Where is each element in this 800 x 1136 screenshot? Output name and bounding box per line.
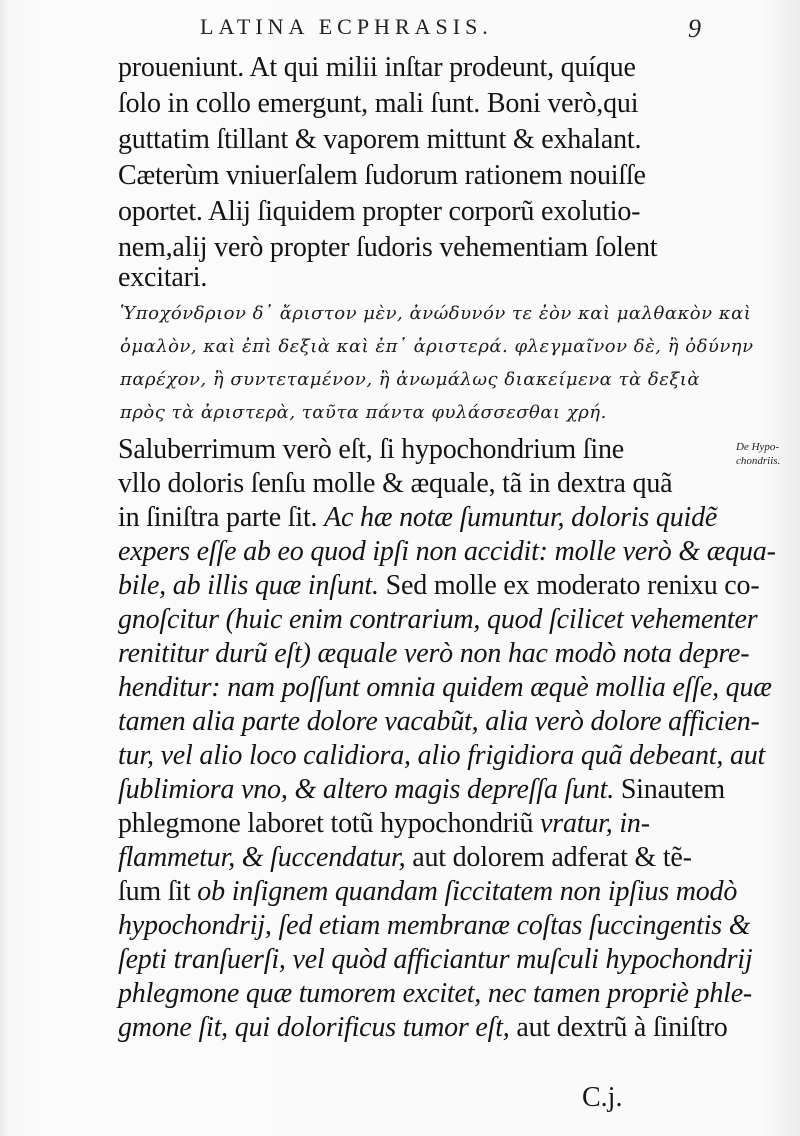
page-header: [0, 14, 800, 48]
text-line: gmone ſit, qui dolorificus tumor eſt, aut dextrũ à ſiniſtro: [118, 1012, 728, 1043]
text-line: gnoſcitur (huic enim contrarium, quod ſcilicet vehementer: [118, 604, 758, 635]
text-line: Saluberrimum verò eſt, ſi hypochondrium ſine: [118, 434, 624, 465]
margin-note-line: De Hypo-: [736, 441, 780, 453]
text-line: hypochondrij, ſed etiam membranæ coſtas ſuccingentis &: [118, 910, 751, 941]
text-line: ſepti tranſuerſi, vel quòd afficiantur muſculi hypochondrij: [118, 944, 753, 975]
greek-line: παρέχον, ἢ συντεταμένον, ἢ ἀνωμάλως διακείμενα τὰ δεξιὰ: [120, 369, 701, 390]
signature-mark: C.j.: [582, 1082, 623, 1113]
text-line: oportet. Alij ſiquidem propter corporũ exolutio-: [118, 196, 641, 227]
text-line: flammetur, & ſuccendatur, aut dolorem adferat & tẽ-: [118, 842, 692, 873]
text-line: in ſiniſtra parte ſit. Ac hæ notæ ſumuntur, doloris quidẽ: [118, 502, 718, 533]
text-line: expers eſſe ab eo quod ipſi non accidit: molle verò & æqua-: [118, 536, 776, 567]
text-line: henditur: nam poſſunt omnia quidem æquè mollia eſſe, quæ: [118, 672, 772, 703]
margin-note: [736, 440, 780, 468]
page-number: 9: [688, 14, 701, 43]
text-line: excitari.: [118, 262, 208, 293]
text-line: bile, ab illis quæ inſunt. Sed molle ex moderato renixu co-: [118, 570, 760, 601]
text-line: ſolo in collo emergunt, mali ſunt. Boni verò,qui: [118, 88, 639, 119]
greek-line: Ὑποχόνδριον δ᾽ ἄριστον μὲν, ἀνώδυνόν τε ἐὸν καὶ μαλθακὸν καὶ: [120, 303, 752, 324]
text-line: ſublimiora vno, & altero magis depreſſa ſunt. Sinautem: [118, 774, 725, 805]
text-line: renititur durũ eſt) æquale verò non hac modò nota depre-: [118, 638, 750, 669]
text-line: tamen alia parte dolore vacabũt, alia verò dolore afficien-: [118, 706, 760, 737]
text-line: Cæterùm vniuerſalem ſudorum rationem nouiſſe: [118, 160, 646, 191]
text-line: tur, vel alio loco calidiora, alio frigidiora quã debeant, aut: [118, 740, 766, 771]
greek-line: πρὸς τὰ ἀριστερὰ, ταῦτα πάντα φυλάσσεσθαι χρή.: [120, 402, 607, 423]
text-line: guttatim ſtillant & vaporem mittunt & exhalant.: [118, 124, 642, 155]
text-line: prouenіunt. At qui milii inſtar prodeunt, quíque: [118, 52, 636, 83]
margin-note-line: chondriis.: [736, 455, 781, 467]
text-line: phlegmone laboret totũ hypochondriũ vratur, in-: [118, 808, 650, 839]
greek-line: ὁμαλὸν, καὶ ἐπὶ δεξιὰ καὶ ἐπ᾽ ἀριστερά. φλεγμαῖνον δὲ, ἢ ὀδύνην: [120, 336, 754, 357]
text-line: ſum ſit ob inſignem quandam ſiccitatem non ipſius modò: [118, 876, 738, 907]
text-line: phlegmone quæ tumorem excitet, nec tamen propriè phle-: [118, 978, 753, 1009]
running-head: LATINA ECPHRASIS.: [200, 14, 493, 39]
text-line: nem,alij verò propter ſudoris vehementiam ſolent: [118, 232, 658, 263]
text-line: vllo doloris ſenſu molle & æquale, tã in dextra quã: [118, 468, 673, 499]
